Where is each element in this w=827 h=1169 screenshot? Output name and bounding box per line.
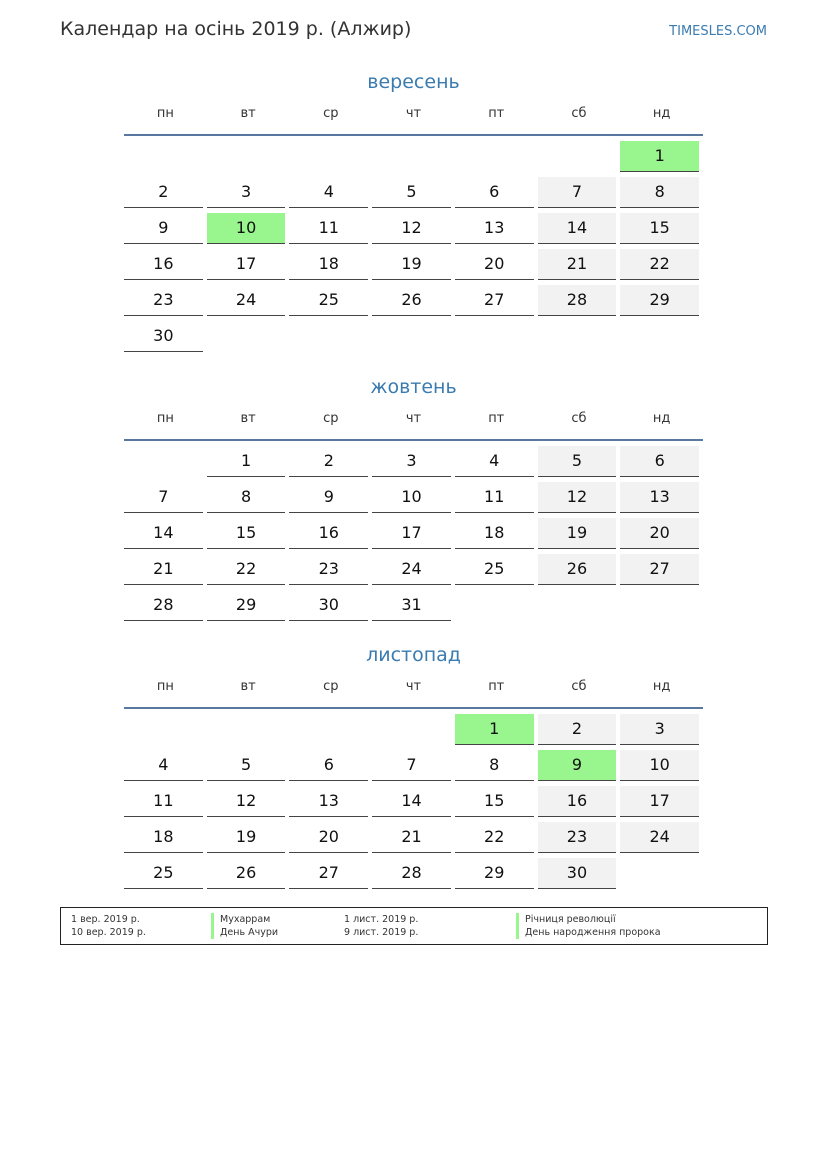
empty-cell [289,316,372,352]
day-cell [455,280,538,316]
day-number: 3 [207,177,286,208]
day-cell [124,316,207,352]
day-cell [289,477,372,513]
day-cell [289,817,372,853]
day-number: 30 [289,590,368,621]
empty-cell [289,136,372,172]
day-number: 17 [372,518,451,549]
day-cell [207,549,290,585]
day-number: 25 [289,285,368,316]
day-number: 5 [372,177,451,208]
day-number: 25 [124,858,203,889]
day-cell [289,208,372,244]
day-cell [289,441,372,477]
empty-cell [124,709,207,745]
day-number: 20 [289,822,368,853]
week-row [124,745,703,781]
day-cell [207,244,290,280]
weekday-label: нд [652,106,671,121]
day-number: 18 [124,822,203,853]
legend-date: 1 вер. 2019 р. [71,914,140,925]
day-number: 26 [207,858,286,889]
day-cell [372,441,455,477]
day-number: 7 [372,750,451,781]
day-number: 28 [538,285,617,316]
day-cell [620,477,703,513]
weekday-label: пт [488,106,505,121]
day-number: 20 [620,518,699,549]
weekday-label: сб [571,679,587,694]
weekday-label: ср [323,411,339,426]
week-row [124,817,703,853]
site-link[interactable]: TIMESLES.COM [669,24,767,39]
day-cell [207,172,290,208]
month-september [124,68,703,352]
day-number: 15 [207,518,286,549]
day-number: 9 [538,750,617,781]
day-cell [455,441,538,477]
day-number: 10 [620,750,699,781]
empty-cell [372,136,455,172]
page-title: Календар на осінь 2019 р. (Алжир) [60,18,412,40]
day-cell [538,513,621,549]
day-cell [289,513,372,549]
empty-cell [538,136,621,172]
day-number: 13 [289,786,368,817]
day-number: 11 [455,482,534,513]
day-cell [207,477,290,513]
week-row [124,781,703,817]
day-number: 8 [455,750,534,781]
week-row [124,585,703,621]
day-number: 24 [207,285,286,316]
legend-holiday-name: День народження пророка [516,926,661,939]
empty-cell [455,316,538,352]
day-number: 26 [538,554,617,585]
day-cell [538,172,621,208]
day-number: 12 [207,786,286,817]
day-number: 25 [455,554,534,585]
empty-cell [455,585,538,621]
empty-cell [620,585,703,621]
day-number: 21 [124,554,203,585]
day-cell [620,817,703,853]
day-cell [620,441,703,477]
day-number: 23 [538,822,617,853]
day-cell [207,441,290,477]
day-cell [207,208,290,244]
day-number: 19 [207,822,286,853]
day-cell [289,853,372,889]
weekday-label: чт [405,106,422,121]
day-number: 2 [289,446,368,477]
day-cell [372,244,455,280]
day-number: 16 [289,518,368,549]
day-cell [455,549,538,585]
day-cell [124,172,207,208]
day-number: 6 [289,750,368,781]
day-number: 19 [372,249,451,280]
day-number: 29 [455,858,534,889]
day-cell [372,781,455,817]
legend-holiday-name: Мухаррам [211,913,278,926]
day-cell [620,709,703,745]
weekday-label: пт [488,411,505,426]
week-row [124,316,703,352]
day-cell [538,853,621,889]
weekday-header [124,407,703,441]
day-number: 18 [455,518,534,549]
day-number: 17 [620,786,699,817]
day-number: 16 [538,786,617,817]
day-cell [289,745,372,781]
day-number: 1 [455,714,534,745]
weekday-label: чт [405,411,422,426]
day-number: 5 [207,750,286,781]
day-number: 7 [538,177,617,208]
day-cell [289,280,372,316]
day-number: 7 [124,482,203,513]
day-cell [455,513,538,549]
day-cell [620,136,703,172]
weekday-label: нд [652,679,671,694]
week-row [124,280,703,316]
day-cell [620,172,703,208]
day-cell [124,745,207,781]
week-row [124,549,703,585]
day-number: 12 [372,213,451,244]
day-cell [207,853,290,889]
weekday-label: сб [571,106,587,121]
day-cell [124,585,207,621]
day-number: 15 [620,213,699,244]
day-cell [124,817,207,853]
day-cell [207,781,290,817]
day-cell [538,208,621,244]
day-cell [289,585,372,621]
day-cell [124,549,207,585]
legend-holiday-name: День Ачури [211,926,278,939]
weekday-label: пн [156,411,174,426]
day-number: 30 [124,321,203,352]
week-row [124,709,703,745]
day-cell [124,853,207,889]
day-number: 10 [207,213,286,244]
day-cell [455,208,538,244]
day-cell [372,585,455,621]
month-title: вересень [367,71,460,93]
day-number: 27 [620,554,699,585]
weekday-label: пн [156,679,174,694]
day-number: 15 [455,786,534,817]
day-number: 6 [455,177,534,208]
day-number: 28 [124,590,203,621]
day-number: 14 [538,213,617,244]
weekday-label: вт [240,679,256,694]
month-october [124,373,703,621]
day-number: 9 [289,482,368,513]
empty-cell [372,709,455,745]
day-cell [455,172,538,208]
day-number: 13 [455,213,534,244]
week-row [124,513,703,549]
day-cell [372,745,455,781]
day-cell [372,549,455,585]
day-number: 21 [538,249,617,280]
weekday-label: вт [240,106,256,121]
month-november [124,641,703,889]
empty-cell [455,136,538,172]
week-row [124,136,703,172]
legend-names-col-2 [516,913,661,939]
day-cell [620,208,703,244]
legend-dates-col-2 [344,913,418,939]
day-cell [455,853,538,889]
day-cell [207,817,290,853]
day-number: 23 [124,285,203,316]
weekday-label: пт [488,679,505,694]
empty-cell [124,441,207,477]
day-number: 24 [620,822,699,853]
day-cell [538,817,621,853]
holiday-legend [60,907,768,945]
weekday-label: пн [156,106,174,121]
day-cell [538,709,621,745]
day-cell [620,280,703,316]
empty-cell [538,316,621,352]
day-number: 29 [207,590,286,621]
week-row [124,477,703,513]
empty-cell [207,709,290,745]
weekday-label: ср [323,679,339,694]
day-number: 1 [207,446,286,477]
day-cell [620,244,703,280]
day-number: 4 [455,446,534,477]
month-title: жовтень [370,376,457,398]
weekday-label: вт [240,411,256,426]
weekday-header [124,102,703,136]
day-cell [372,477,455,513]
week-row [124,208,703,244]
week-row [124,244,703,280]
day-number: 12 [538,482,617,513]
day-number: 6 [620,446,699,477]
day-cell [289,244,372,280]
empty-cell [207,316,290,352]
weekday-label: нд [652,411,671,426]
day-cell [620,513,703,549]
empty-cell [620,316,703,352]
day-number: 9 [124,213,203,244]
day-cell [455,244,538,280]
day-number: 11 [124,786,203,817]
day-cell [207,513,290,549]
empty-cell [289,709,372,745]
weekday-label: сб [571,411,587,426]
day-cell [538,477,621,513]
day-number: 28 [372,858,451,889]
empty-cell [372,316,455,352]
day-number: 21 [372,822,451,853]
day-cell [289,781,372,817]
month-title: листопад [366,644,461,666]
day-number: 20 [455,249,534,280]
day-cell [207,585,290,621]
day-number: 22 [620,249,699,280]
day-cell [207,280,290,316]
day-cell [372,172,455,208]
day-cell [372,817,455,853]
day-cell [455,817,538,853]
day-cell [620,781,703,817]
day-number: 30 [538,858,617,889]
day-number: 3 [620,714,699,745]
weekday-label: чт [405,679,422,694]
day-cell [538,745,621,781]
empty-cell [207,136,290,172]
day-number: 8 [620,177,699,208]
day-number: 13 [620,482,699,513]
day-cell [124,477,207,513]
legend-date: 9 лист. 2019 р. [344,927,419,938]
day-number: 2 [538,714,617,745]
day-cell [455,781,538,817]
day-number: 5 [538,446,617,477]
weekday-label: ср [323,106,339,121]
day-number: 4 [289,177,368,208]
day-number: 26 [372,285,451,316]
day-cell [372,853,455,889]
day-cell [124,244,207,280]
day-number: 8 [207,482,286,513]
day-number: 14 [124,518,203,549]
day-cell [455,709,538,745]
empty-cell [124,136,207,172]
day-number: 11 [289,213,368,244]
day-cell [124,513,207,549]
day-cell [289,172,372,208]
day-number: 29 [620,285,699,316]
day-number: 22 [207,554,286,585]
legend-date: 1 лист. 2019 р. [344,914,419,925]
day-cell [538,781,621,817]
day-number: 3 [372,446,451,477]
day-cell [372,208,455,244]
week-row [124,853,703,889]
day-cell [538,244,621,280]
day-cell [455,745,538,781]
day-number: 23 [289,554,368,585]
day-cell [620,549,703,585]
day-number: 2 [124,177,203,208]
day-cell [289,549,372,585]
day-cell [455,477,538,513]
day-cell [538,441,621,477]
day-number: 31 [372,590,451,621]
day-number: 10 [372,482,451,513]
day-cell [124,781,207,817]
day-cell [372,513,455,549]
day-number: 27 [455,285,534,316]
day-number: 22 [455,822,534,853]
day-cell [372,280,455,316]
day-cell [207,745,290,781]
day-cell [538,549,621,585]
day-number: 18 [289,249,368,280]
day-number: 17 [207,249,286,280]
day-number: 16 [124,249,203,280]
day-number: 14 [372,786,451,817]
legend-names-col-1 [211,913,278,939]
week-row [124,441,703,477]
empty-cell [538,585,621,621]
day-cell [538,280,621,316]
day-number: 1 [620,141,699,172]
week-row [124,172,703,208]
empty-cell [620,853,703,889]
day-cell [124,208,207,244]
day-number: 27 [289,858,368,889]
day-number: 24 [372,554,451,585]
legend-dates-col-1 [71,913,146,939]
day-cell [124,280,207,316]
day-number: 4 [124,750,203,781]
legend-date: 10 вер. 2019 р. [71,927,146,938]
weekday-header [124,675,703,709]
day-number: 19 [538,518,617,549]
day-cell [620,745,703,781]
legend-holiday-name: Річниця революції [516,913,661,926]
